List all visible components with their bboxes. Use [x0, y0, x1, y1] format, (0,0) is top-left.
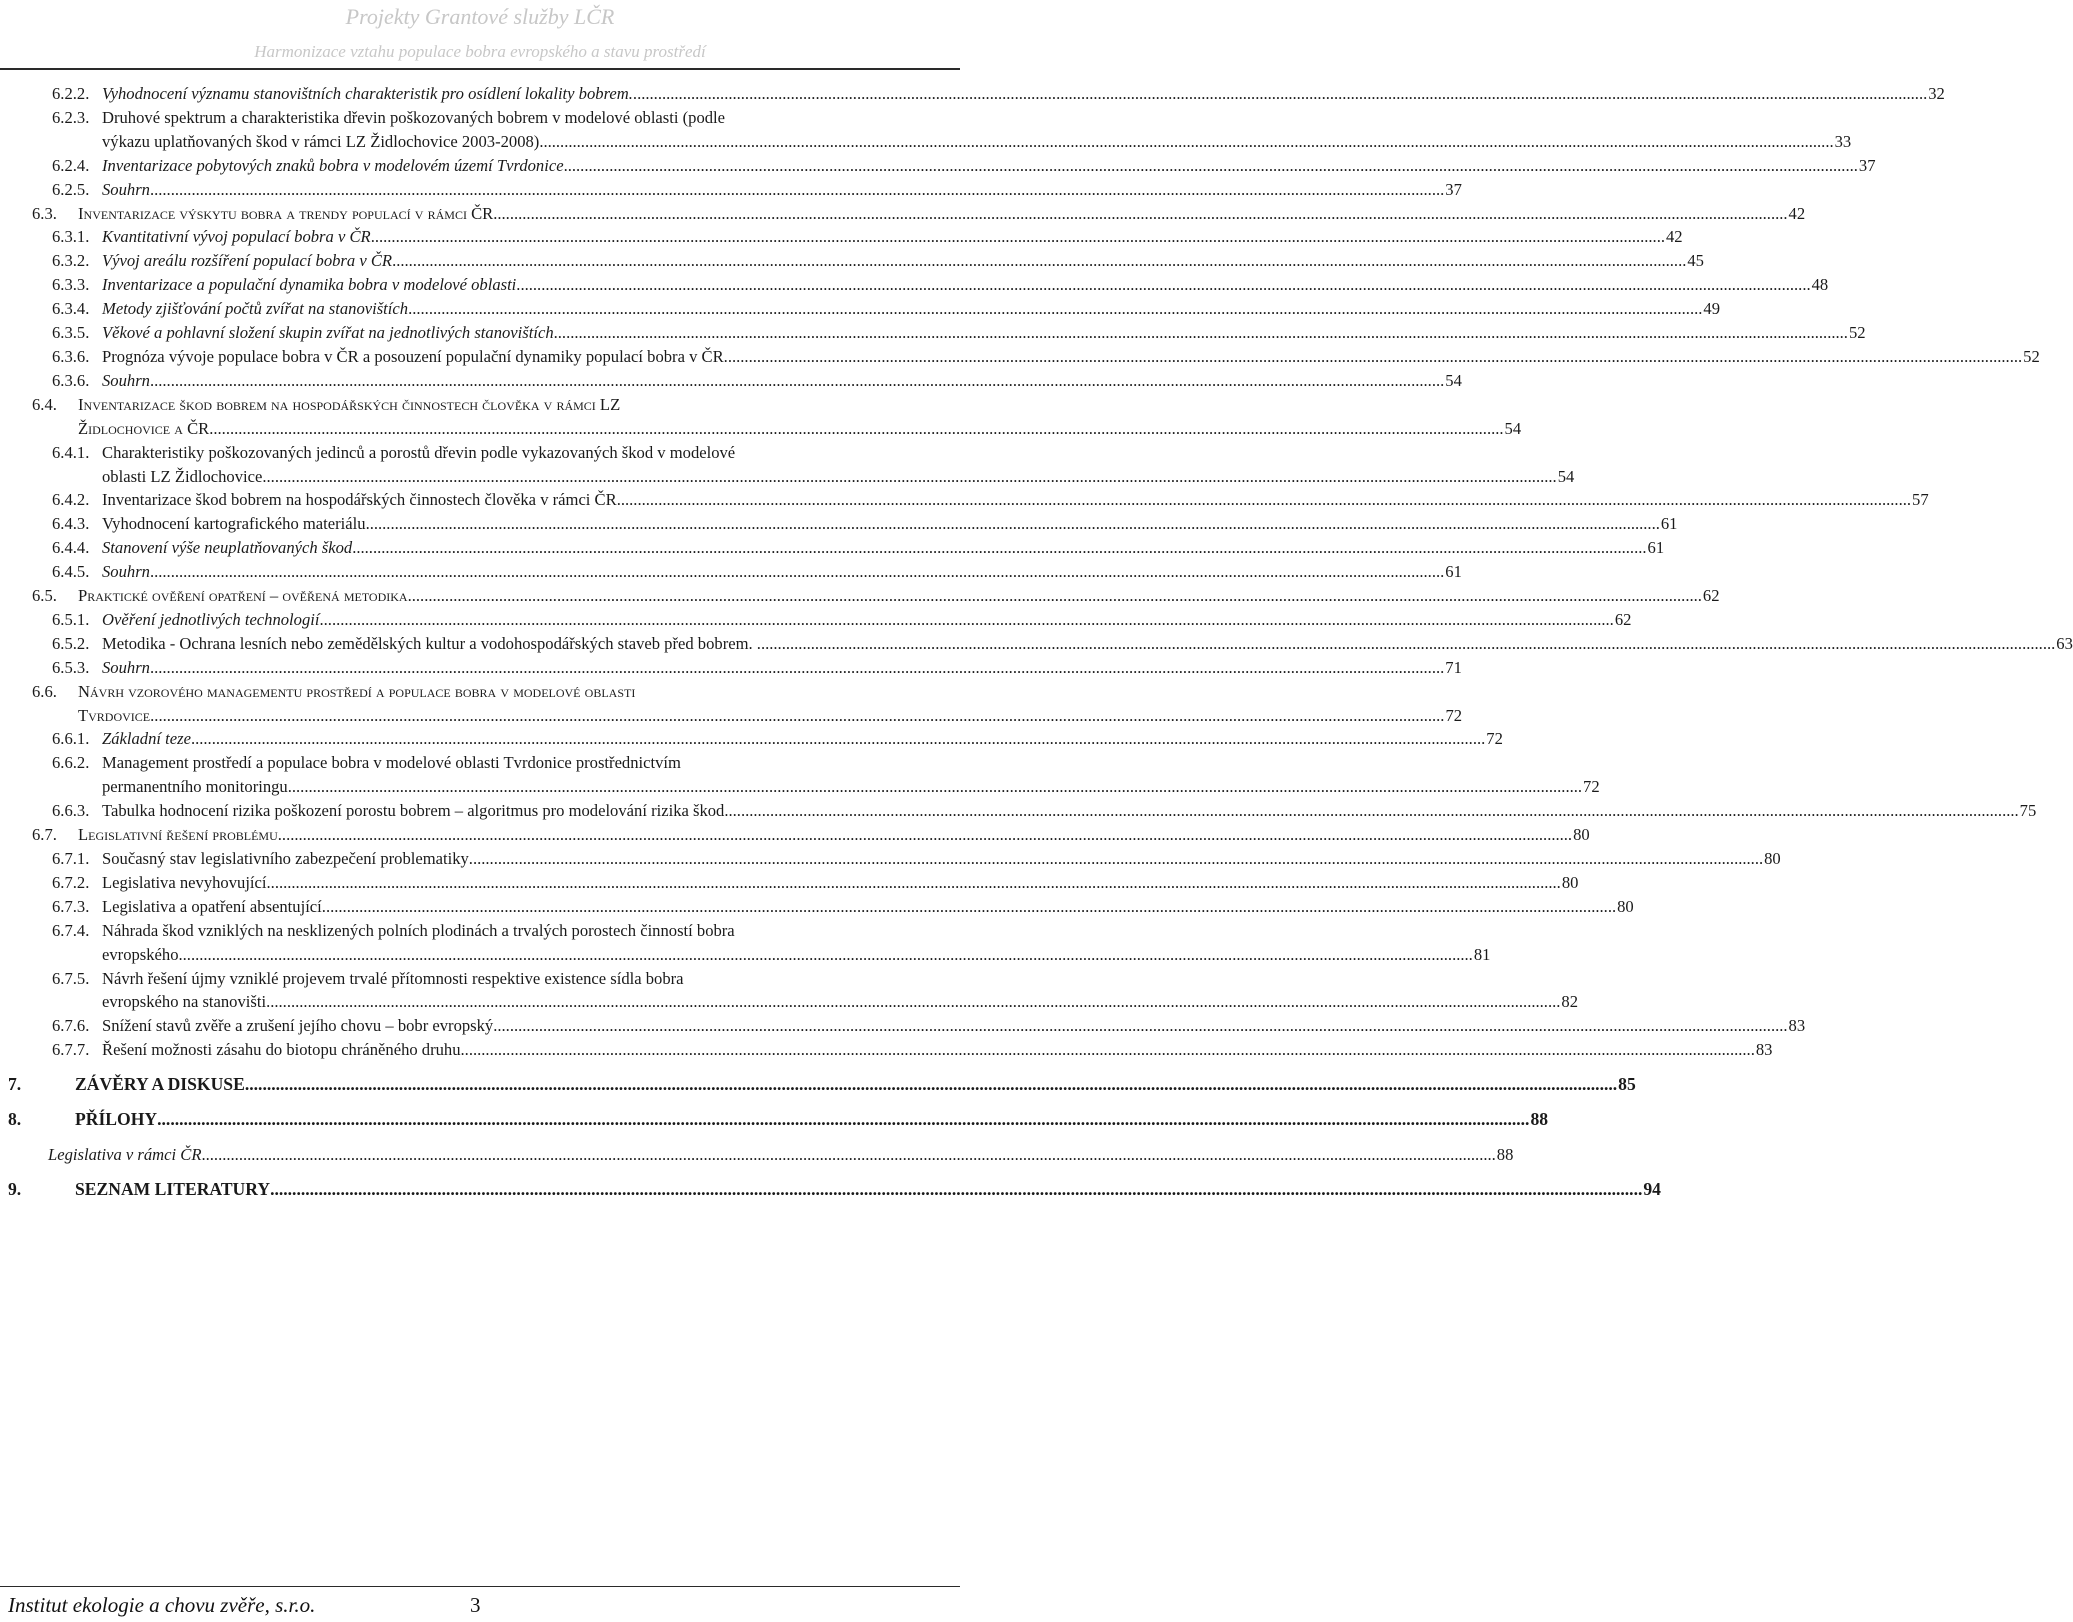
- toc-dot-leader: [633, 82, 1927, 106]
- toc-entry-title: Náhrada škod vzniklých na nesklizených polních plodinách a trvalých porostech činností bobra: [102, 920, 735, 940]
- toc-page-number: 72: [1486, 729, 1503, 749]
- page-footer: [8, 1592, 960, 1618]
- toc-entry-title: SEZNAM LITERATURY: [75, 1178, 271, 1199]
- toc-entry-title: PŘÍLOHY: [75, 1109, 158, 1130]
- toc-dot-leader: [539, 130, 1833, 154]
- toc-dot-leader: [516, 273, 1810, 297]
- toc-page-number: 83: [1755, 1040, 1773, 1060]
- toc-entry-title: permanentního monitoringu: [102, 777, 288, 797]
- toc-page-number: 42: [1788, 203, 1806, 223]
- toc-entry-title: Řešení možnosti zásahu do biotopu chráněného druhu: [102, 1040, 461, 1060]
- toc-entry[interactable]: [0, 1108, 1549, 1132]
- toc-entry-title: Souhrn: [102, 562, 150, 582]
- toc-entry-title: evropského na stanovišti: [102, 992, 267, 1012]
- toc-page-number: 94: [1643, 1178, 1661, 1199]
- toc-dot-leader: [352, 536, 1646, 560]
- toc-dot-leader: [150, 560, 1444, 584]
- toc-entry-number: 6.3.6.: [52, 370, 90, 390]
- toc-entry[interactable]: [0, 393, 1522, 441]
- toc-entry[interactable]: [0, 1038, 1773, 1062]
- toc-entry-number: 6.7.5.: [52, 968, 90, 988]
- toc-entry[interactable]: [0, 369, 1462, 393]
- footer-page-number: 3: [470, 1593, 481, 1617]
- toc-entry-title: Kvantitativní vývoj populací bobra v ČR: [102, 227, 371, 247]
- toc-entry[interactable]: [0, 321, 1866, 345]
- toc-page-number: 33: [1834, 131, 1852, 151]
- toc-entry-number: 6.6.2.: [52, 753, 90, 773]
- toc-entry-title: oblasti LZ Židlochovice: [102, 466, 263, 486]
- toc-entry[interactable]: [0, 560, 1462, 584]
- toc-entry-number: 6.6.3.: [52, 801, 90, 821]
- toc-entry-title: Charakteristiky poškozovaných jedinců a porostů dřevin podle vykazovaných škod v modelové: [102, 442, 736, 462]
- toc-page-number: 61: [1445, 562, 1462, 582]
- toc-page-number: 61: [1660, 514, 1678, 534]
- toc-entry-number: 6.3.2.: [52, 251, 90, 271]
- toc-entry-number: 6.4.2.: [52, 490, 90, 510]
- toc-entry[interactable]: [0, 488, 1929, 512]
- toc-entry-title: Vyhodnocení kartografického materiálu: [102, 514, 366, 534]
- toc-dot-leader: [728, 345, 2022, 369]
- toc-entry-title: Souhrn: [102, 370, 150, 390]
- toc-entry-title: Vývoj areálu rozšíření populací bobra v ČR: [102, 251, 393, 271]
- toc-dot-leader: [266, 990, 1560, 1014]
- toc-page-number: 37: [1858, 155, 1876, 175]
- toc-dot-leader: [371, 225, 1665, 249]
- toc-dot-leader: [320, 608, 1614, 632]
- toc-entry-number: 6.3.6.: [52, 346, 90, 366]
- toc-entry-title: Snížení stavů zvěře a zrušení jejího chovu – bobr evropský: [102, 1016, 494, 1036]
- toc-entry[interactable]: [0, 249, 1704, 273]
- toc-entry-number: 6.4.: [32, 394, 57, 414]
- toc-dot-leader: [392, 249, 1686, 273]
- toc-entry[interactable]: [0, 823, 1590, 847]
- toc-entry-title: Inventarizace škod bobrem na hospodářských činnostech člověka v rámci LZ: [78, 394, 621, 414]
- toc-entry-title: Souhrn: [102, 179, 150, 199]
- toc-entry-title: Legislativa v rámci ČR: [48, 1144, 202, 1164]
- toc-page-number: 88: [1496, 1144, 1514, 1164]
- toc-entry[interactable]: [0, 273, 1829, 297]
- toc-entry-number: 6.7.3.: [52, 896, 90, 916]
- toc-entry-number: 6.3.4.: [52, 299, 90, 319]
- toc-dot-leader: [408, 584, 1702, 608]
- toc-page-number: 32: [1928, 84, 1945, 103]
- toc-entry-title: Prognóza vývoje populace bobra v ČR a posouzení populační dynamiky populací bobra v ČR.: [102, 346, 728, 366]
- toc-entry-title: Inventarizace pobytových znaků bobra v modelovém území Tvrdonice: [102, 155, 564, 175]
- toc-dot-leader: [150, 178, 1444, 202]
- toc-page-number: 80: [1764, 849, 1781, 868]
- toc-page-number: 63: [2056, 633, 2073, 653]
- toc-entry-number: 8.: [8, 1109, 22, 1130]
- toc-page-number: 80: [1617, 896, 1634, 916]
- toc-dot-leader: [408, 297, 1702, 321]
- toc-entry[interactable]: [0, 871, 1579, 895]
- toc-entry-number: 6.3.1.: [52, 227, 90, 247]
- toc-entry[interactable]: [0, 178, 1462, 202]
- toc-dot-leader: [288, 775, 1582, 799]
- footer-rule: [0, 1586, 960, 1587]
- toc-dot-leader: [245, 1073, 1617, 1097]
- toc-entry[interactable]: [0, 847, 1781, 871]
- toc-entry-number: 6.5.: [32, 586, 57, 606]
- toc-entry[interactable]: [0, 656, 1462, 680]
- toc-page-number: 85: [1618, 1074, 1636, 1095]
- toc-page-number: 80: [1573, 825, 1590, 845]
- toc-page-number: 52: [2023, 346, 2040, 366]
- toc-dot-leader: [554, 321, 1848, 345]
- toc-entry-title: Inventarizace výskytu bobra a trendy populací v rámci ČR: [78, 203, 494, 223]
- toc-entry[interactable]: [0, 1014, 1806, 1038]
- toc-entry[interactable]: [0, 225, 1683, 249]
- toc-entry-number: 6.3.: [32, 203, 57, 223]
- toc-page-number: 52: [1848, 323, 1866, 343]
- toc-page-number: 71: [1445, 657, 1462, 677]
- toc-entry-title: Management prostředí a populace bobra v modelové oblasti Tvrdonice prostřednictvím: [102, 753, 681, 773]
- toc-entry-number: 6.2.5.: [52, 179, 90, 199]
- toc-page-number: 83: [1788, 1016, 1806, 1036]
- toc-entry-title: Metody zjišťování počtů zvířat na stanovištích: [102, 299, 409, 319]
- toc-dot-leader: [209, 417, 1503, 441]
- toc-page-number: 88: [1530, 1109, 1549, 1130]
- toc-page-number: 54: [1557, 466, 1575, 486]
- toc-page-number: 45: [1687, 251, 1704, 271]
- toc-dot-leader: [493, 1014, 1787, 1038]
- toc-entry[interactable]: [0, 345, 2040, 369]
- toc-entry-title: Ověření jednotlivých technologií: [102, 609, 320, 629]
- toc-entry[interactable]: [0, 297, 1720, 321]
- toc-dot-leader: [262, 465, 1556, 489]
- toc-dot-leader: [278, 823, 1572, 847]
- toc-page-number: 57: [1912, 490, 1929, 510]
- toc-dot-leader: [761, 632, 2055, 656]
- toc-dot-leader: [157, 1108, 1529, 1132]
- toc-page-number: 80: [1561, 872, 1579, 892]
- toc-entry-number: 9.: [8, 1178, 22, 1199]
- toc-page-number: 62: [1614, 609, 1632, 629]
- toc-dot-leader: [191, 727, 1485, 751]
- toc-dot-leader: [270, 1178, 1642, 1202]
- toc-page-number: 54: [1445, 370, 1462, 390]
- toc-dot-leader: [322, 895, 1616, 919]
- toc-entry-number: 7.: [8, 1074, 22, 1095]
- toc-entry-title: Věkové a pohlavní složení skupin zvířat na jednotlivých stanovištích: [102, 323, 554, 343]
- toc-dot-leader: [179, 943, 1473, 967]
- toc-entry-number: 6.2.2.: [52, 84, 90, 103]
- project-title: Projekty Grantové služby LČR: [345, 4, 615, 29]
- toc-entry-number: 6.6.1.: [52, 729, 90, 749]
- toc-entry[interactable]: [0, 536, 1665, 560]
- toc-entry-title: Vyhodnocení významu stanovištních charakteristik pro osídlení lokality bobrem.: [102, 84, 633, 103]
- project-subtitle: Harmonizace vztahu populace bobra evropského a stavu prostředí: [254, 42, 706, 61]
- toc-entry-title: Legislativa a opatření absentující: [102, 896, 322, 916]
- toc-entry-number: 6.5.2.: [52, 633, 90, 653]
- toc-entry[interactable]: [0, 1143, 1514, 1167]
- toc-entry-number: 6.3.5.: [52, 323, 90, 343]
- toc-entry-title: Inventarizace a populační dynamika bobra v modelové oblasti: [102, 275, 517, 295]
- toc-entry[interactable]: [0, 441, 1575, 489]
- toc-dot-leader: [150, 704, 1444, 728]
- toc-entry-title: Tvrdovice: [78, 705, 151, 725]
- toc-entry-title: Návrh vzorového managementu prostředí a populace bobra v modelové oblasti: [78, 681, 636, 701]
- toc-page-number: 81: [1473, 944, 1491, 964]
- toc-entry[interactable]: [0, 919, 1491, 967]
- toc-entry[interactable]: [0, 82, 1945, 106]
- toc-dot-leader: [366, 512, 1660, 536]
- toc-entry-title: Souhrn: [102, 657, 150, 677]
- toc-entry[interactable]: [0, 751, 1600, 799]
- toc-dot-leader: [493, 202, 1787, 226]
- toc-entry[interactable]: [0, 799, 2037, 823]
- toc-entry[interactable]: [0, 584, 1720, 608]
- toc-entry-number: 6.2.4.: [52, 155, 90, 175]
- toc-entry[interactable]: [0, 895, 1634, 919]
- toc-entry-title: Legislativní řešení problému: [78, 825, 278, 845]
- toc-entry[interactable]: [0, 512, 1678, 536]
- toc-entry-title: ZÁVĚRY A DISKUSE: [75, 1074, 245, 1095]
- toc-page-number: 61: [1647, 538, 1665, 558]
- toc-entry-title: Inventarizace škod bobrem na hospodářských činnostech člověka v rámci ČR: [102, 490, 617, 510]
- toc-entry[interactable]: [0, 967, 1578, 1015]
- toc-entry-title: Legislativa nevyhovující: [102, 872, 267, 892]
- toc-page-number: 72: [1445, 705, 1463, 725]
- toc-entry[interactable]: [0, 632, 2073, 656]
- toc-entry[interactable]: [0, 202, 1806, 226]
- toc-dot-leader: [201, 1143, 1495, 1167]
- toc-entry-number: 6.4.3.: [52, 514, 90, 534]
- toc-entry-number: 6.4.5.: [52, 562, 90, 582]
- toc-page-number: 37: [1445, 179, 1462, 199]
- toc-entry-number: 6.3.3.: [52, 275, 90, 295]
- toc-entry[interactable]: [0, 727, 1503, 751]
- table-of-contents: [0, 82, 2073, 1213]
- toc-entry[interactable]: [0, 1178, 1661, 1202]
- toc-dot-leader: [724, 799, 2018, 823]
- toc-entry-number: 6.6.: [32, 681, 57, 701]
- toc-entry-number: 6.7.6.: [52, 1016, 90, 1036]
- toc-entry-title: evropského: [102, 944, 179, 964]
- toc-page-number: 42: [1666, 227, 1683, 247]
- toc-entry[interactable]: [0, 608, 1632, 632]
- toc-dot-leader: [150, 656, 1444, 680]
- toc-entry-title: Praktické ověření opatření – ověřená metodika: [78, 586, 408, 606]
- header-rule: [0, 68, 960, 70]
- toc-page-number: 72: [1583, 777, 1600, 797]
- toc-entry-number: 6.5.3.: [52, 657, 90, 677]
- toc-entry-number: 6.4.1.: [52, 442, 90, 462]
- toc-entry[interactable]: [0, 106, 1852, 154]
- toc-dot-leader: [150, 369, 1444, 393]
- toc-dot-leader: [461, 1038, 1755, 1062]
- toc-entry-number: 6.7.: [32, 825, 57, 845]
- toc-entry-number: 6.4.4.: [52, 538, 90, 558]
- toc-entry-title: Židlochovice a ČR: [78, 418, 210, 438]
- toc-page-number: 48: [1811, 275, 1829, 295]
- toc-page-number: 62: [1702, 586, 1720, 606]
- toc-entry-title: Tabulka hodnocení rizika poškození porostu bobrem – algoritmus pro modelování rizika škod: [102, 801, 725, 821]
- toc-entry-title: výkazu uplatňovaných škod v rámci LZ Židlochovice 2003-2008): [102, 131, 540, 151]
- toc-entry-title: Stanovení výše neuplatňovaných škod: [102, 538, 353, 558]
- toc-entry-number: 6.5.1.: [52, 609, 90, 629]
- toc-dot-leader: [617, 488, 1911, 512]
- toc-entry-number: 6.7.1.: [52, 849, 90, 868]
- toc-entry-title: Základní teze: [102, 729, 191, 749]
- toc-dot-leader: [267, 871, 1561, 895]
- toc-entry-number: 6.7.2.: [52, 872, 90, 892]
- toc-page-number: 49: [1703, 299, 1720, 319]
- toc-dot-leader: [469, 847, 1763, 871]
- toc-entry[interactable]: [0, 1073, 1636, 1097]
- toc-entry-title: Metodika - Ochrana lesních nebo zemědělských kultur a vodohospodářských staveb před bobrem. .: [102, 633, 761, 653]
- toc-dot-leader: [564, 154, 1858, 178]
- toc-entry-number: 6.7.7.: [52, 1040, 90, 1060]
- toc-entry-title: Současný stav legislativního zabezpečení problematiky: [102, 849, 469, 868]
- toc-entry-title: Druhové spektrum a charakteristika dřevin poškozovaných bobrem v modelové oblasti (podle: [102, 107, 726, 127]
- toc-page-number: 82: [1561, 992, 1578, 1012]
- toc-page-number: 54: [1504, 418, 1522, 438]
- toc-entry-title: Návrh řešení újmy vzniklé projevem trvalé přítomnosti respektive existence sídla bobra: [102, 968, 684, 988]
- toc-entry[interactable]: [0, 680, 1463, 728]
- toc-page-number: 75: [2019, 801, 2037, 821]
- toc-entry-number: 6.2.3.: [52, 107, 90, 127]
- toc-entry[interactable]: [0, 154, 1876, 178]
- footer-organization: Institut ekologie a chovu zvěře, s.r.o.: [8, 1593, 316, 1617]
- toc-entry-number: 6.7.4.: [52, 920, 90, 940]
